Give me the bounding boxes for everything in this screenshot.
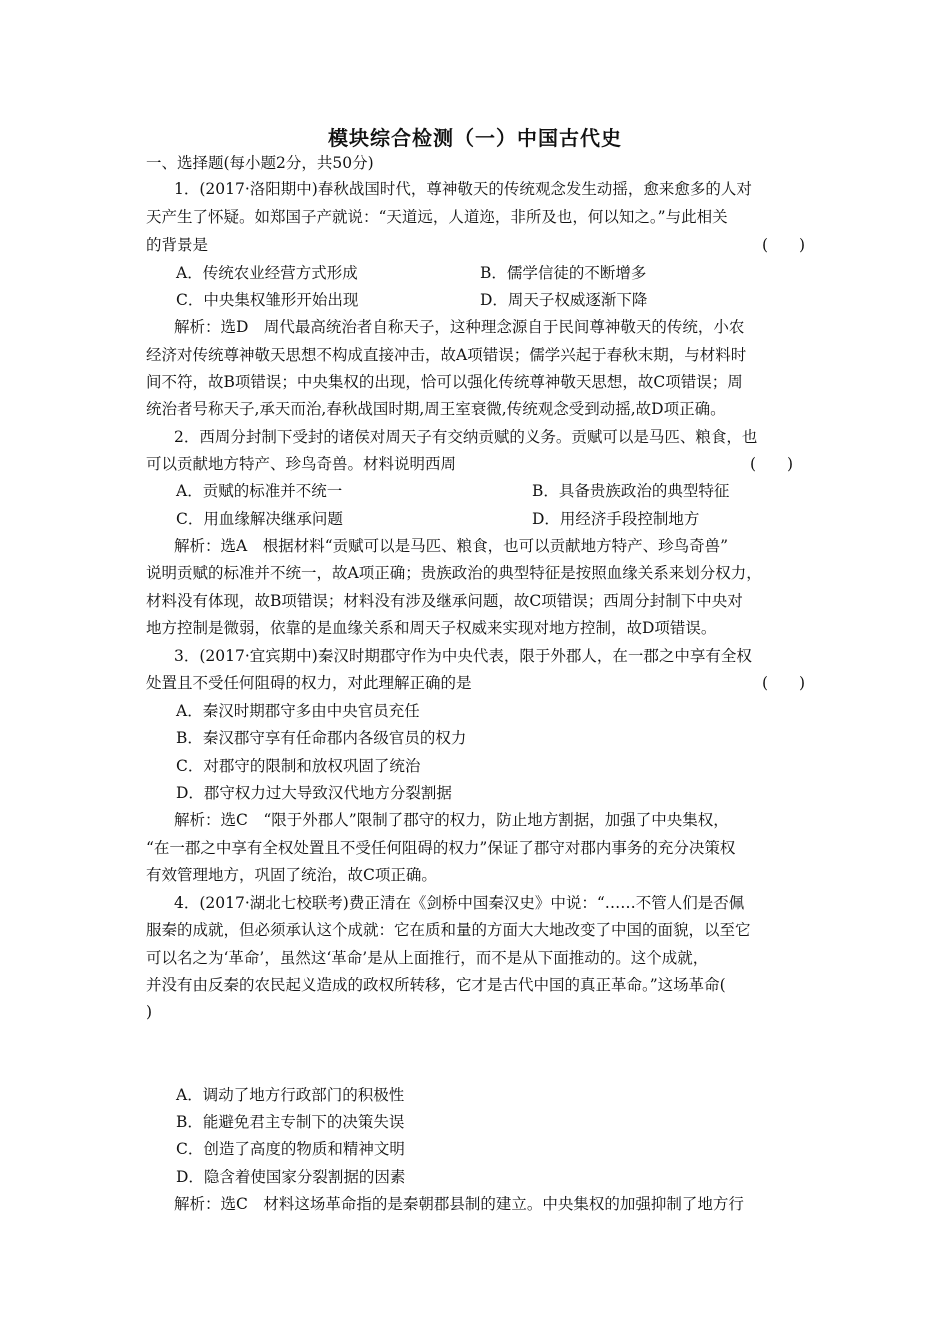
q1-explanation-line-2: 经济对传统尊神敬天思想不构成直接冲击，故A项错误；儒学兴起于春秋末期，与材料时 <box>146 346 747 364</box>
q4-option-c: C．创造了高度的物质和精神文明 <box>176 1140 405 1158</box>
q3-stem-line-2: 处置且不受任何阻碍的权力，对此理解正确的是 <box>146 674 472 692</box>
q2-option-b: B．具备贵族政治的典型特征 <box>532 482 730 500</box>
q1-option-c: C．中央集权雏形开始出现 <box>176 291 359 309</box>
q1-stem-line-1: 1．(2017·洛阳期中)春秋战国时代，尊神敬天的传统观念发生动摇，愈来愈多的人对 <box>174 180 752 198</box>
q4-stem-line-1: 4．(2017·湖北七校联考)费正清在《剑桥中国秦汉史》中说：“……不管人们是否佩 <box>174 894 745 912</box>
q2-answer-bracket: ( ) <box>750 455 794 473</box>
q2-explanation-line-2: 说明贡赋的标准并不统一，故A项正确；贵族政治的典型特征是按照血缘关系来划分权力， <box>146 564 762 582</box>
q1-explanation-line-1: 解析：选D 周代最高统治者自称天子，这种理念源自于民间尊神敬天的传统，小农 <box>174 318 745 336</box>
q3-explanation-line-1: 解析：选C “限于外郡人”限制了郡守的权力，防止地方割据，加强了中央集权， <box>174 811 729 829</box>
q4-stem-line-4: 并没有由反秦的农民起义造成的政权所转移，它才是古代中国的真正革命。”这场革命( <box>146 976 726 994</box>
q1-stem-line-2: 天产生了怀疑。如郑国子产就说：“天道远，人道迩，非所及也，何以知之。”与此相关 <box>146 208 728 226</box>
q1-explanation-line-4: 统治者号称天子,承天而治,春秋战国时期,周王室衰微,传统观念受到动摇,故D项正确。 <box>146 400 726 418</box>
q1-answer-bracket: ( ) <box>762 236 806 254</box>
page-title: 模块综合检测（一）中国古代史 <box>328 126 622 150</box>
q2-option-d: D．用经济手段控制地方 <box>532 510 700 528</box>
q4-stem-line-3: 可以名之为‘革命’，虽然这‘革命’是从上面推行，而不是从下面推动的。这个成就， <box>146 949 709 967</box>
section-heading: 一、选择题(每小题2分，共50分) <box>146 154 374 172</box>
q2-stem-line-1: 2．西周分封制下受封的诸侯对周天子有交纳贡赋的义务。贡赋可以是马匹、粮食，也 <box>174 428 758 446</box>
q4-option-d: D．隐含着使国家分裂割据的因素 <box>176 1168 406 1186</box>
q4-option-b: B．能避免君主专制下的决策失误 <box>176 1113 405 1131</box>
q1-stem-line-3: 的背景是 <box>146 236 209 254</box>
q1-option-a: A．传统农业经营方式形成 <box>176 264 358 282</box>
q2-explanation-line-1: 解析：选A 根据材料“贡赋可以是马匹、粮食，也可以贡献地方特产、珍鸟奇兽” <box>174 537 729 555</box>
q2-option-c: C．用血缘解决继承问题 <box>176 510 343 528</box>
q2-option-a: A．贡赋的标准并不统一 <box>176 482 343 500</box>
q3-explanation-line-2: “在一郡之中享有全权处置且不受任何阻碍的权力”保证了郡守对郡内事务的充分决策权 <box>146 839 736 857</box>
q4-stem-line-2: 服秦的成就，但必须承认这个成就：它在质和量的方面大大地改变了中国的面貌，以至它 <box>146 921 751 939</box>
q2-stem-line-2: 可以贡献地方特产、珍鸟奇兽。材料说明西周 <box>146 455 457 473</box>
q1-option-d: D．周天子权威逐渐下降 <box>480 291 648 309</box>
q3-option-d: D．郡守权力过大导致汉代地方分裂割据 <box>176 784 452 802</box>
q4-explanation-line-1: 解析：选C 材料这场革命指的是秦朝郡县制的建立。中央集权的加强抑制了地方行 <box>174 1195 744 1213</box>
q3-answer-bracket: ( ) <box>762 674 806 692</box>
q3-option-c: C．对郡守的限制和放权巩固了统治 <box>176 757 421 775</box>
q2-explanation-line-4: 地方控制是微弱，依靠的是血缘关系和周天子权威来实现对地方控制，故D项错误。 <box>146 619 717 637</box>
q4-stem-line-5: ) <box>146 1003 153 1021</box>
q3-option-b: B．秦汉郡守享有任命郡内各级官员的权力 <box>176 729 467 747</box>
q2-explanation-line-3: 材料没有体现，故B项错误；材料没有涉及继承问题，故C项错误；西周分封制下中央对 <box>146 592 743 610</box>
q3-explanation-line-3: 有效管理地方，巩固了统治，故C项正确。 <box>146 866 437 884</box>
q1-option-b: B．儒学信徒的不断增多 <box>480 264 647 282</box>
q3-option-a: A．秦汉时期郡守多由中央官员充任 <box>176 702 420 720</box>
q4-option-a: A．调动了地方行政部门的积极性 <box>176 1086 405 1104</box>
q1-explanation-line-3: 间不符，故B项错误；中央集权的出现，恰可以强化传统尊神敬天思想，故C项错误；周 <box>146 373 743 391</box>
q3-stem-line-1: 3．(2017·宜宾期中)秦汉时期郡守作为中央代表，限于外郡人，在一郡之中享有全权 <box>174 647 752 665</box>
